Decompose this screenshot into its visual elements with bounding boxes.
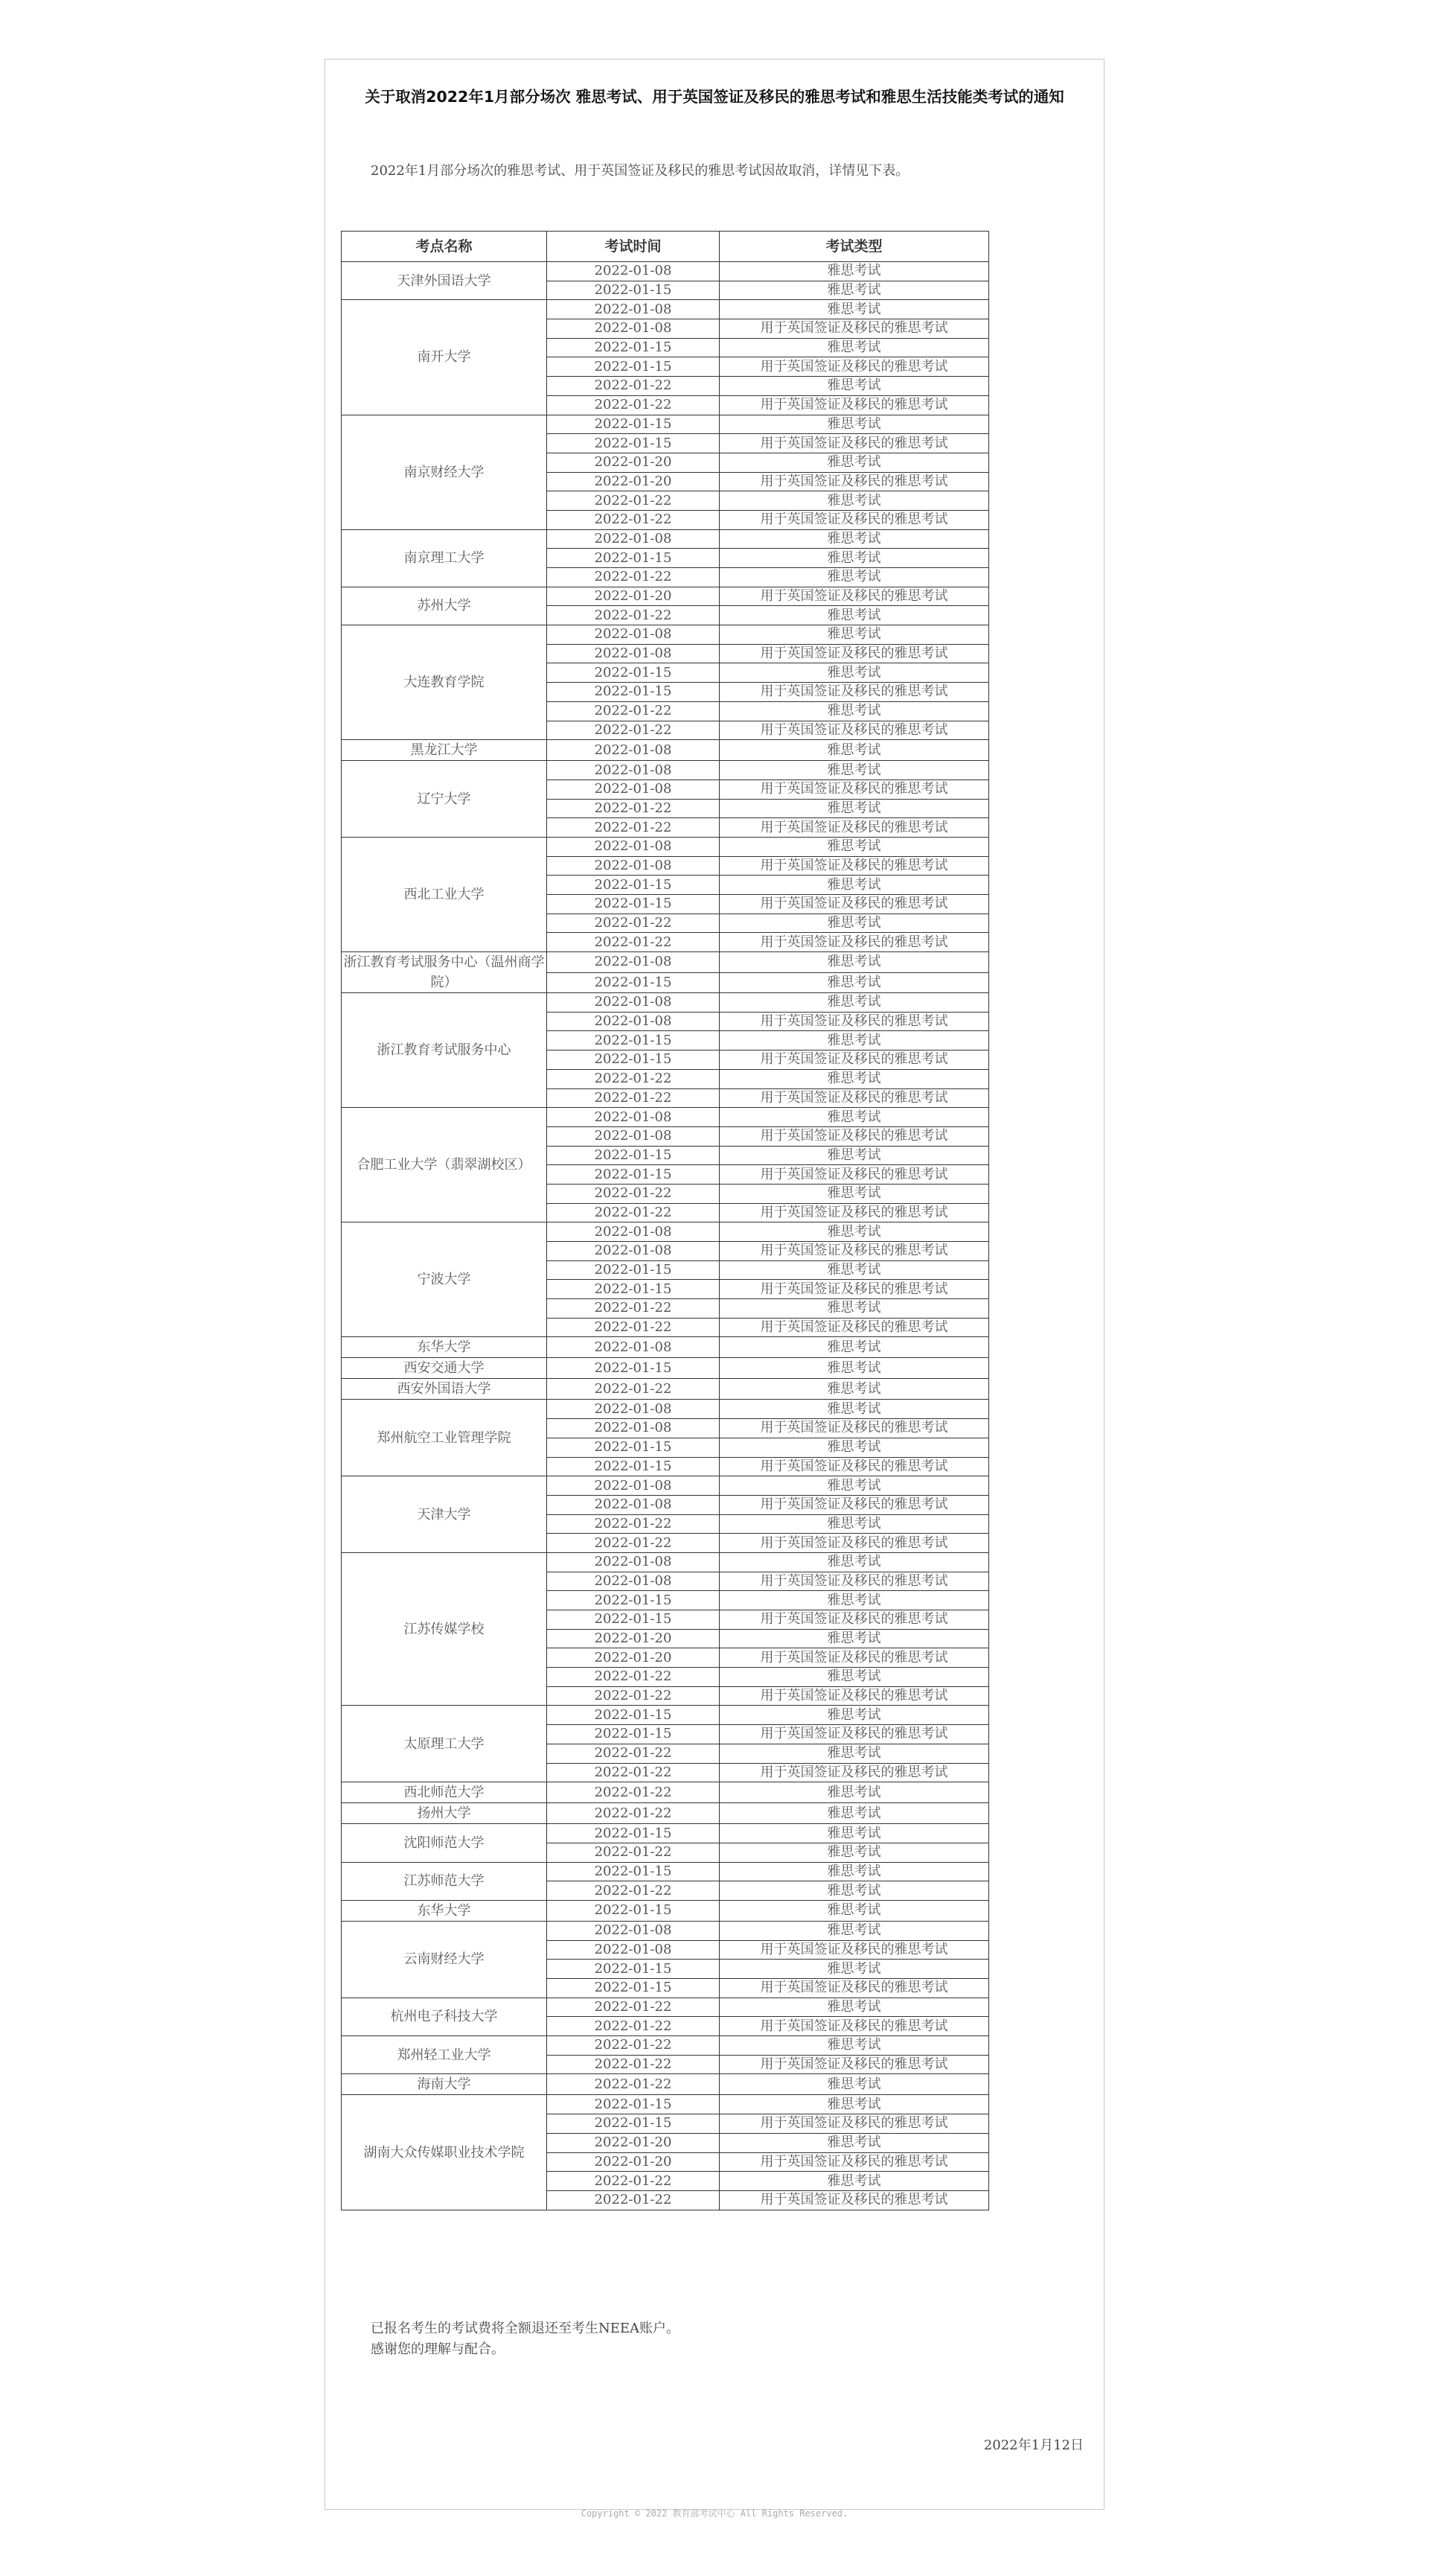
- exam-type-cell: 雅思考试: [720, 625, 989, 645]
- site-name-cell: 苏州大学: [342, 587, 547, 625]
- exam-date-cell: 2022-01-15: [547, 1725, 720, 1744]
- site-name-cell: 西安外国语大学: [342, 1379, 547, 1400]
- table-header-row: [342, 232, 989, 262]
- site-name-cell: 东华大学: [342, 1337, 547, 1358]
- exam-type-cell: 用于英国签证及移民的雅思考试: [720, 933, 989, 952]
- exam-type-cell: 雅思考试: [720, 377, 989, 396]
- exam-date-cell: 2022-01-20: [547, 2152, 720, 2172]
- exam-date-cell: 2022-01-15: [547, 415, 720, 434]
- site-name-cell: 南京财经大学: [342, 415, 547, 529]
- site-name-cell: 杭州电子科技大学: [342, 1998, 547, 2035]
- exam-type-cell: 用于英国签证及移民的雅思考试: [720, 395, 989, 415]
- exam-date-cell: 2022-01-22: [547, 1763, 720, 1782]
- table-row: [342, 1108, 989, 1127]
- exam-type-cell: 雅思考试: [720, 2172, 989, 2191]
- exam-date-cell: 2022-01-22: [547, 2017, 720, 2036]
- table-row: [342, 1552, 989, 1572]
- exam-date-cell: 2022-01-15: [547, 1051, 720, 1070]
- exam-type-cell: 雅思考试: [720, 1476, 989, 1496]
- exam-type-cell: 雅思考试: [720, 1438, 989, 1457]
- exam-date-cell: 2022-01-22: [547, 395, 720, 415]
- table-row: [342, 529, 989, 549]
- exam-date-cell: 2022-01-22: [547, 1203, 720, 1222]
- exam-date-cell: 2022-01-08: [547, 1552, 720, 1572]
- exam-date-cell: 2022-01-15: [547, 2114, 720, 2134]
- site-name-cell: 西北师范大学: [342, 1782, 547, 1803]
- exam-date-cell: 2022-01-22: [547, 1881, 720, 1901]
- exam-date-cell: 2022-01-22: [547, 1069, 720, 1088]
- site-name-cell: 天津外国语大学: [342, 262, 547, 300]
- site-name-cell: 宁波大学: [342, 1222, 547, 1337]
- header-type: 考试类型: [720, 232, 989, 262]
- exam-type-cell: 用于英国签证及移民的雅思考试: [720, 1979, 989, 1998]
- exam-date-cell: 2022-01-08: [547, 1419, 720, 1438]
- cancelled-exams-table: [341, 231, 989, 2210]
- exam-type-cell: 雅思考试: [720, 663, 989, 683]
- exam-type-cell: 用于英国签证及移民的雅思考试: [720, 721, 989, 740]
- header-date: 考试时间: [547, 232, 720, 262]
- site-name-cell: 浙江教育考试服务中心: [342, 993, 547, 1108]
- exam-type-cell: 用于英国签证及移民的雅思考试: [720, 1940, 989, 1960]
- exam-date-cell: 2022-01-15: [547, 281, 720, 300]
- site-name-cell: 郑州轻工业大学: [342, 2036, 547, 2074]
- exam-type-cell: 用于英国签证及移民的雅思考试: [720, 1165, 989, 1185]
- table-row: [342, 1998, 989, 2017]
- notice-date: 2022年1月12日: [983, 2438, 1084, 2453]
- exam-type-cell: 雅思考试: [720, 2095, 989, 2114]
- exam-type-cell: 雅思考试: [720, 1881, 989, 1901]
- copyright-footer: Copyright © 2022 教育部考试中心 All Rights Reserved.: [581, 2508, 848, 2519]
- exam-type-cell: 雅思考试: [720, 1862, 989, 1881]
- exam-type-cell: 雅思考试: [720, 1031, 989, 1051]
- site-name-cell: 太原理工大学: [342, 1706, 547, 1782]
- table-row: [342, 1824, 989, 1843]
- exam-date-cell: 2022-01-15: [547, 549, 720, 568]
- exam-date-cell: 2022-01-08: [547, 1476, 720, 1496]
- exam-type-cell: 雅思考试: [720, 740, 989, 761]
- table-row: [342, 1476, 989, 1496]
- table-row: [342, 1222, 989, 1242]
- header-site: 考点名称: [342, 232, 547, 262]
- site-name-cell: 扬州大学: [342, 1803, 547, 1824]
- exam-date-cell: 2022-01-08: [547, 1337, 720, 1358]
- exam-type-cell: 雅思考试: [720, 1803, 989, 1824]
- exam-date-cell: 2022-01-08: [547, 1108, 720, 1127]
- exam-date-cell: 2022-01-20: [547, 472, 720, 491]
- exam-date-cell: 2022-01-08: [547, 300, 720, 319]
- site-name-cell: 沈阳师范大学: [342, 1824, 547, 1862]
- exam-type-cell: 用于英国签证及移民的雅思考试: [720, 1012, 989, 1031]
- exam-type-cell: 用于英国签证及移民的雅思考试: [720, 1126, 989, 1146]
- exam-date-cell: 2022-01-15: [547, 972, 720, 993]
- exam-date-cell: 2022-01-08: [547, 1400, 720, 1419]
- exam-type-cell: 雅思考试: [720, 453, 989, 472]
- exam-date-cell: 2022-01-08: [547, 644, 720, 663]
- exam-date-cell: 2022-01-22: [547, 2055, 720, 2074]
- site-name-cell: 辽宁大学: [342, 761, 547, 838]
- exam-type-cell: 雅思考试: [720, 1782, 989, 1803]
- table-row: [342, 262, 989, 281]
- exam-date-cell: 2022-01-22: [547, 377, 720, 396]
- exam-type-cell: 用于英国签证及移民的雅思考试: [720, 1051, 989, 1070]
- exam-date-cell: 2022-01-22: [547, 1534, 720, 1553]
- exam-type-cell: 雅思考试: [720, 338, 989, 357]
- site-name-cell: 南京理工大学: [342, 529, 547, 587]
- exam-date-cell: 2022-01-22: [547, 491, 720, 511]
- exam-type-cell: 雅思考试: [720, 972, 989, 993]
- exam-date-cell: 2022-01-15: [547, 357, 720, 377]
- exam-type-cell: 雅思考试: [720, 1260, 989, 1280]
- exam-date-cell: 2022-01-08: [547, 1222, 720, 1242]
- exam-type-cell: 用于英国签证及移民的雅思考试: [720, 1419, 989, 1438]
- exam-type-cell: 雅思考试: [720, 993, 989, 1013]
- exam-type-cell: 用于英国签证及移民的雅思考试: [720, 2055, 989, 2074]
- site-name-cell: 海南大学: [342, 2074, 547, 2095]
- exam-type-cell: 用于英国签证及移民的雅思考试: [720, 1725, 989, 1744]
- exam-date-cell: 2022-01-22: [547, 1782, 720, 1803]
- exam-type-cell: 雅思考试: [720, 876, 989, 895]
- exam-date-cell: 2022-01-22: [547, 1803, 720, 1824]
- thanks-note: 感谢您的理解与配合。: [371, 2341, 505, 2357]
- exam-type-cell: 用于英国签证及移民的雅思考试: [720, 357, 989, 377]
- exam-type-cell: 雅思考试: [720, 1400, 989, 1419]
- site-name-cell: 西安交通大学: [342, 1358, 547, 1379]
- exam-type-cell: 雅思考试: [720, 1591, 989, 1610]
- exam-type-cell: 雅思考试: [720, 837, 989, 856]
- site-name-cell: 西北工业大学: [342, 837, 547, 951]
- site-name-cell: 江苏传媒学校: [342, 1552, 547, 1706]
- exam-date-cell: 2022-01-15: [547, 683, 720, 702]
- exam-type-cell: 雅思考试: [720, 415, 989, 434]
- table-row: [342, 1400, 989, 1419]
- exam-type-cell: 雅思考试: [720, 1358, 989, 1379]
- exam-date-cell: 2022-01-22: [547, 701, 720, 721]
- exam-date-cell: 2022-01-15: [547, 1610, 720, 1630]
- exam-type-cell: 雅思考试: [720, 549, 989, 568]
- exam-date-cell: 2022-01-15: [547, 1358, 720, 1379]
- exam-date-cell: 2022-01-22: [547, 1299, 720, 1319]
- site-name-cell: 湖南大众传媒职业技术学院: [342, 2095, 547, 2210]
- exam-date-cell: 2022-01-15: [547, 338, 720, 357]
- exam-type-cell: 雅思考试: [720, 1668, 989, 1687]
- exam-type-cell: 雅思考试: [720, 1337, 989, 1358]
- exam-type-cell: 用于英国签证及移民的雅思考试: [720, 510, 989, 529]
- exam-date-cell: 2022-01-22: [547, 1514, 720, 1534]
- exam-date-cell: 2022-01-22: [547, 1318, 720, 1337]
- exam-date-cell: 2022-01-15: [547, 2095, 720, 2114]
- site-name-cell: 大连教育学院: [342, 625, 547, 740]
- exam-date-cell: 2022-01-08: [547, 1012, 720, 1031]
- exam-type-cell: 用于英国签证及移民的雅思考试: [720, 780, 989, 799]
- exam-type-cell: 雅思考试: [720, 1299, 989, 1319]
- refund-note: 已报名考生的考试费将全额退还至考生NEEA账户。: [371, 2321, 680, 2336]
- exam-date-cell: 2022-01-20: [547, 1629, 720, 1648]
- exam-type-cell: 用于英国签证及移民的雅思考试: [720, 644, 989, 663]
- site-name-cell: 黑龙江大学: [342, 740, 547, 761]
- exam-date-cell: 2022-01-15: [547, 1031, 720, 1051]
- table-row: [342, 300, 989, 319]
- exam-type-cell: 用于英国签证及移民的雅思考试: [720, 1203, 989, 1222]
- exam-date-cell: 2022-01-15: [547, 1260, 720, 1280]
- exam-date-cell: 2022-01-15: [547, 1165, 720, 1185]
- exam-type-cell: 用于英国签证及移民的雅思考试: [720, 319, 989, 339]
- table-row: [342, 1900, 989, 1921]
- exam-type-cell: 用于英国签证及移民的雅思考试: [720, 856, 989, 876]
- exam-date-cell: 2022-01-15: [547, 1900, 720, 1921]
- exam-type-cell: 用于英国签证及移民的雅思考试: [720, 1610, 989, 1630]
- exam-type-cell: 雅思考试: [720, 1900, 989, 1921]
- exam-type-cell: 用于英国签证及移民的雅思考试: [720, 683, 989, 702]
- exam-type-cell: 用于英国签证及移民的雅思考试: [720, 1763, 989, 1782]
- exam-type-cell: 用于英国签证及移民的雅思考试: [720, 2114, 989, 2134]
- exam-type-cell: 雅思考试: [720, 1222, 989, 1242]
- exam-date-cell: 2022-01-15: [547, 434, 720, 453]
- exam-date-cell: 2022-01-08: [547, 529, 720, 549]
- table-row: [342, 625, 989, 645]
- exam-date-cell: 2022-01-22: [547, 721, 720, 740]
- exam-type-cell: 用于英国签证及移民的雅思考试: [720, 1242, 989, 1261]
- exam-type-cell: 雅思考试: [720, 1629, 989, 1648]
- exam-type-cell: 用于英国签证及移民的雅思考试: [720, 1572, 989, 1591]
- exam-date-cell: 2022-01-08: [547, 1572, 720, 1591]
- exam-type-cell: 用于英国签证及移民的雅思考试: [720, 1457, 989, 1476]
- exam-type-cell: 雅思考试: [720, 1824, 989, 1843]
- exam-type-cell: 雅思考试: [720, 1514, 989, 1534]
- exam-date-cell: 2022-01-15: [547, 1862, 720, 1881]
- exam-type-cell: 用于英国签证及移民的雅思考试: [720, 1318, 989, 1337]
- site-name-cell: 东华大学: [342, 1900, 547, 1921]
- exam-date-cell: 2022-01-15: [547, 1146, 720, 1165]
- exam-date-cell: 2022-01-22: [547, 606, 720, 625]
- exam-type-cell: 雅思考试: [720, 2074, 989, 2095]
- exam-date-cell: 2022-01-08: [547, 1126, 720, 1146]
- exam-type-cell: 雅思考试: [720, 1184, 989, 1203]
- exam-date-cell: 2022-01-22: [547, 1998, 720, 2017]
- table-row: [342, 1921, 989, 1940]
- exam-date-cell: 2022-01-22: [547, 818, 720, 838]
- exam-date-cell: 2022-01-08: [547, 780, 720, 799]
- table-row: [342, 2095, 989, 2114]
- exam-date-cell: 2022-01-20: [547, 453, 720, 472]
- table-row: [342, 993, 989, 1013]
- exam-date-cell: 2022-01-15: [547, 1706, 720, 1725]
- table-row: [342, 2074, 989, 2095]
- exam-date-cell: 2022-01-15: [547, 876, 720, 895]
- table-row: [342, 952, 989, 973]
- table-row: [342, 1862, 989, 1881]
- site-name-cell: 南开大学: [342, 300, 547, 415]
- table-row: [342, 1358, 989, 1379]
- exam-date-cell: 2022-01-22: [547, 1668, 720, 1687]
- table-row: [342, 740, 989, 761]
- exam-date-cell: 2022-01-15: [547, 1438, 720, 1457]
- exam-type-cell: 雅思考试: [720, 529, 989, 549]
- exam-type-cell: 用于英国签证及移民的雅思考试: [720, 2152, 989, 2172]
- exam-date-cell: 2022-01-15: [547, 1824, 720, 1843]
- exam-date-cell: 2022-01-20: [547, 1648, 720, 1668]
- exam-date-cell: 2022-01-08: [547, 856, 720, 876]
- exam-date-cell: 2022-01-08: [547, 952, 720, 973]
- exam-type-cell: 用于英国签证及移民的雅思考试: [720, 2190, 989, 2210]
- exam-type-cell: 雅思考试: [720, 1998, 989, 2017]
- exam-type-cell: 雅思考试: [720, 1146, 989, 1165]
- table-row: [342, 1337, 989, 1358]
- exam-type-cell: 用于英国签证及移民的雅思考试: [720, 1495, 989, 1514]
- exam-type-cell: 雅思考试: [720, 1843, 989, 1862]
- exam-date-cell: 2022-01-22: [547, 1686, 720, 1706]
- exam-date-cell: 2022-01-08: [547, 1242, 720, 1261]
- exam-date-cell: 2022-01-08: [547, 1921, 720, 1940]
- exam-type-cell: 雅思考试: [720, 1379, 989, 1400]
- exam-type-cell: 雅思考试: [720, 952, 989, 973]
- exam-type-cell: 雅思考试: [720, 2133, 989, 2152]
- exam-type-cell: 雅思考试: [720, 491, 989, 511]
- exam-type-cell: 雅思考试: [720, 1108, 989, 1127]
- exam-type-cell: 雅思考试: [720, 1921, 989, 1940]
- exam-date-cell: 2022-01-22: [547, 568, 720, 587]
- exam-date-cell: 2022-01-22: [547, 1379, 720, 1400]
- exam-date-cell: 2022-01-22: [547, 933, 720, 952]
- table-row: [342, 837, 989, 856]
- site-name-cell: 云南财经大学: [342, 1921, 547, 1998]
- table-row: [342, 1782, 989, 1803]
- exam-date-cell: 2022-01-08: [547, 740, 720, 761]
- exam-type-cell: 用于英国签证及移民的雅思考试: [720, 1648, 989, 1668]
- exam-type-cell: 雅思考试: [720, 799, 989, 818]
- exam-date-cell: 2022-01-22: [547, 799, 720, 818]
- site-name-cell: 浙江教育考试服务中心（温州商学院）: [342, 952, 547, 993]
- table-body: [342, 262, 989, 2210]
- exam-type-cell: 用于英国签证及移民的雅思考试: [720, 818, 989, 838]
- exam-type-cell: 雅思考试: [720, 1744, 989, 1763]
- notice-intro: 2022年1月部分场次的雅思考试、用于英国签证及移民的雅思考试因故取消，详情见下表。: [371, 163, 909, 179]
- exam-type-cell: 用于英国签证及移民的雅思考试: [720, 895, 989, 914]
- exam-type-cell: 雅思考试: [720, 1960, 989, 1979]
- exam-type-cell: 用于英国签证及移民的雅思考试: [720, 434, 989, 453]
- exam-date-cell: 2022-01-08: [547, 761, 720, 780]
- exam-type-cell: 雅思考试: [720, 2036, 989, 2056]
- exam-date-cell: 2022-01-22: [547, 2172, 720, 2191]
- site-name-cell: 江苏师范大学: [342, 1862, 547, 1900]
- exam-date-cell: 2022-01-15: [547, 1280, 720, 1299]
- table-row: [342, 587, 989, 606]
- table-row: [342, 1706, 989, 1725]
- exam-type-cell: 雅思考试: [720, 701, 989, 721]
- exam-type-cell: 雅思考试: [720, 1552, 989, 1572]
- exam-type-cell: 用于英国签证及移民的雅思考试: [720, 587, 989, 606]
- exam-date-cell: 2022-01-22: [547, 1744, 720, 1763]
- exam-type-cell: 雅思考试: [720, 606, 989, 625]
- notice-title: 关于取消2022年1月部分场次 雅思考试、用于英国签证及移民的雅思考试和雅思生活技能类考试的通知: [365, 88, 1064, 106]
- exam-date-cell: 2022-01-08: [547, 1495, 720, 1514]
- exam-date-cell: 2022-01-08: [547, 993, 720, 1013]
- exam-type-cell: 用于英国签证及移民的雅思考试: [720, 1686, 989, 1706]
- site-name-cell: 郑州航空工业管理学院: [342, 1400, 547, 1476]
- exam-type-cell: 雅思考试: [720, 568, 989, 587]
- exam-date-cell: 2022-01-20: [547, 2133, 720, 2152]
- exam-type-cell: 用于英国签证及移民的雅思考试: [720, 472, 989, 491]
- exam-date-cell: 2022-01-15: [547, 1457, 720, 1476]
- exam-type-cell: 雅思考试: [720, 1706, 989, 1725]
- table-row: [342, 1803, 989, 1824]
- exam-type-cell: 雅思考试: [720, 761, 989, 780]
- exam-date-cell: 2022-01-08: [547, 625, 720, 645]
- table-row: [342, 1379, 989, 1400]
- exam-date-cell: 2022-01-22: [547, 914, 720, 933]
- exam-date-cell: 2022-01-22: [547, 1088, 720, 1108]
- table-row: [342, 761, 989, 780]
- exam-type-cell: 雅思考试: [720, 281, 989, 300]
- exam-date-cell: 2022-01-08: [547, 262, 720, 281]
- exam-type-cell: 雅思考试: [720, 914, 989, 933]
- exam-type-cell: 用于英国签证及移民的雅思考试: [720, 1280, 989, 1299]
- exam-type-cell: 用于英国签证及移民的雅思考试: [720, 1088, 989, 1108]
- exam-type-cell: 雅思考试: [720, 300, 989, 319]
- exam-type-cell: 用于英国签证及移民的雅思考试: [720, 1534, 989, 1553]
- table-row: [342, 2036, 989, 2056]
- table-row: [342, 415, 989, 434]
- exam-date-cell: 2022-01-20: [547, 587, 720, 606]
- exam-date-cell: 2022-01-22: [547, 510, 720, 529]
- exam-date-cell: 2022-01-22: [547, 2074, 720, 2095]
- exam-date-cell: 2022-01-15: [547, 1979, 720, 1998]
- exam-date-cell: 2022-01-15: [547, 663, 720, 683]
- exam-date-cell: 2022-01-22: [547, 2190, 720, 2210]
- exam-type-cell: 雅思考试: [720, 262, 989, 281]
- exam-date-cell: 2022-01-22: [547, 2036, 720, 2056]
- exam-date-cell: 2022-01-08: [547, 319, 720, 339]
- exam-date-cell: 2022-01-15: [547, 1591, 720, 1610]
- exam-type-cell: 雅思考试: [720, 1069, 989, 1088]
- exam-date-cell: 2022-01-15: [547, 1960, 720, 1979]
- exam-date-cell: 2022-01-22: [547, 1184, 720, 1203]
- site-name-cell: 天津大学: [342, 1476, 547, 1553]
- exam-date-cell: 2022-01-08: [547, 1940, 720, 1960]
- site-name-cell: 合肥工业大学（翡翠湖校区）: [342, 1108, 547, 1222]
- exam-date-cell: 2022-01-08: [547, 837, 720, 856]
- exam-type-cell: 用于英国签证及移民的雅思考试: [720, 2017, 989, 2036]
- exam-date-cell: 2022-01-15: [547, 895, 720, 914]
- exam-date-cell: 2022-01-22: [547, 1843, 720, 1862]
